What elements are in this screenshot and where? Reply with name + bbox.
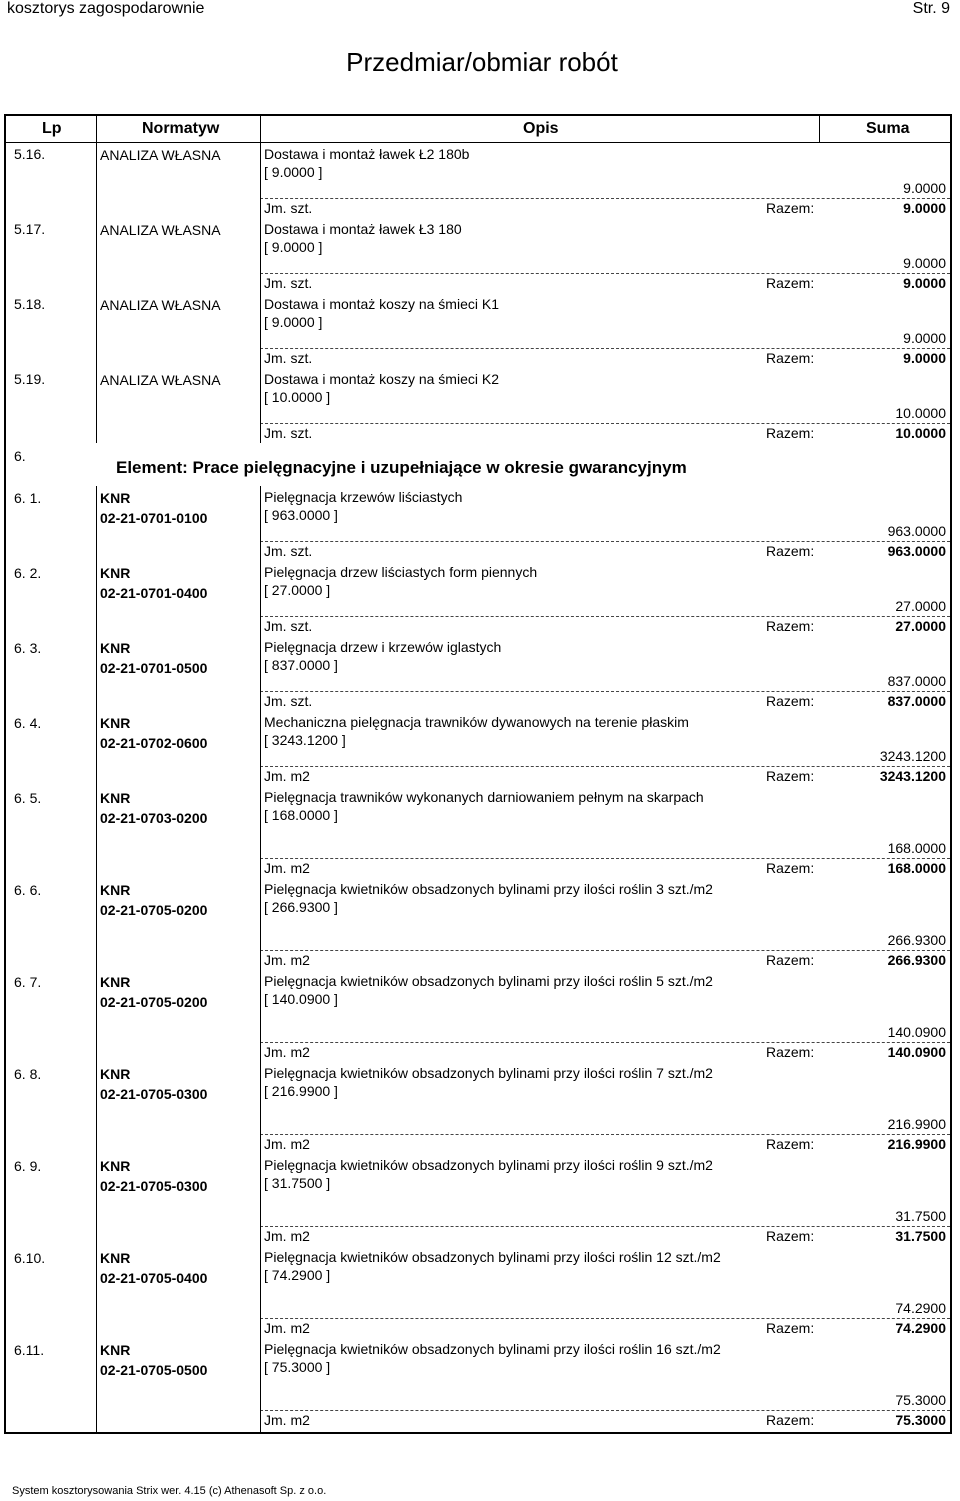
row-divider (260, 858, 950, 859)
row-normatyw: KNR (100, 882, 131, 898)
row-quantity: [ 31.7500 ] (264, 1175, 331, 1191)
row-normatyw: KNR (100, 1066, 131, 1082)
row-total: 31.7500 (895, 1228, 946, 1244)
row-unit: Jm. m2 (264, 1136, 310, 1152)
table-row (6, 1338, 950, 1430)
row-unit: Jm. szt. (264, 200, 313, 216)
row-lp: 6. 8. (14, 1066, 42, 1082)
row-normatyw-code: 02-21-0705-0400 (100, 1270, 208, 1286)
row-unit: Jm. szt. (264, 693, 313, 709)
row-lp: 6. 2. (14, 565, 42, 581)
row-normatyw-code: 02-21-0705-0200 (100, 994, 208, 1010)
row-description: Pielęgnacja krzewów liściastych (264, 489, 463, 505)
row-quantity: [ 74.2900 ] (264, 1267, 331, 1283)
row-divider (260, 766, 950, 767)
row-value: 75.3000 (895, 1392, 946, 1408)
row-normatyw-code: 02-21-0702-0600 (100, 735, 208, 751)
row-normatyw-code: 02-21-0701-0400 (100, 585, 208, 601)
row-quantity: [ 837.0000 ] (264, 657, 338, 673)
row-razem-label: Razem: (766, 1412, 815, 1428)
row-lp: 6.10. (14, 1250, 46, 1266)
column-opis: Opis (523, 120, 559, 137)
row-unit: Jm. szt. (264, 543, 313, 559)
row-normatyw-code: 02-21-0705-0300 (100, 1178, 208, 1194)
row-divider (260, 1410, 950, 1411)
column-divider (260, 486, 261, 1432)
row-value: 963.0000 (887, 523, 946, 539)
row-quantity: [ 9.0000 ] (264, 314, 323, 330)
table-row (6, 486, 950, 561)
row-normatyw: ANALIZA WŁASNA (100, 222, 221, 238)
row-description: Pielęgnacja kwietników obsadzonych bylinami przy ilości roślin 3 szt./m2 (264, 881, 713, 897)
row-razem-label: Razem: (766, 425, 815, 441)
row-total: 140.0900 (887, 1044, 946, 1060)
row-razem-label: Razem: (766, 952, 815, 968)
row-divider (260, 1318, 950, 1319)
row-razem-label: Razem: (766, 200, 815, 216)
row-razem-label: Razem: (766, 1136, 815, 1152)
row-normatyw: KNR (100, 790, 131, 806)
row-razem-label: Razem: (766, 275, 815, 291)
row-description: Mechaniczna pielęgnacja trawników dywanowych na terenie płaskim (264, 714, 689, 730)
table-row (6, 293, 950, 368)
row-normatyw: ANALIZA WŁASNA (100, 297, 221, 313)
row-description: Pielęgnacja kwietników obsadzonych bylinami przy ilości roślin 5 szt./m2 (264, 973, 713, 989)
row-unit: Jm. szt. (264, 618, 313, 634)
row-normatyw: KNR (100, 1342, 131, 1358)
element-lp: 6. (14, 448, 26, 464)
row-lp: 6.11. (14, 1342, 45, 1358)
row-total: 75.3000 (895, 1412, 946, 1428)
row-total: 9.0000 (903, 200, 946, 216)
row-value: 31.7500 (895, 1208, 946, 1224)
row-unit: Jm. szt. (264, 425, 313, 441)
row-normatyw: KNR (100, 1250, 131, 1266)
table-header (6, 116, 950, 143)
row-description: Pielęgnacja drzew i krzewów iglastych (264, 639, 502, 655)
column-divider (96, 142, 97, 443)
row-normatyw: KNR (100, 715, 131, 731)
row-unit: Jm. m2 (264, 1228, 310, 1244)
row-quantity: [ 27.0000 ] (264, 582, 331, 598)
row-value: 9.0000 (903, 330, 946, 346)
table-row (6, 561, 950, 636)
row-total: 74.2900 (895, 1320, 946, 1336)
row-razem-label: Razem: (766, 693, 815, 709)
column-lp: Lp (42, 120, 62, 137)
row-razem-label: Razem: (766, 860, 815, 876)
row-unit: Jm. m2 (264, 768, 310, 784)
row-divider (260, 423, 950, 424)
column-divider (260, 116, 261, 142)
table-row (6, 368, 950, 443)
row-normatyw: KNR (100, 1158, 131, 1174)
row-normatyw: KNR (100, 974, 131, 990)
row-value: 10.0000 (895, 405, 946, 421)
page-header (0, 0, 960, 20)
row-divider (260, 1134, 950, 1135)
row-value: 74.2900 (895, 1300, 946, 1316)
column-divider (96, 486, 97, 1432)
row-lp: 5.17. (14, 221, 46, 237)
row-divider (260, 348, 950, 349)
row-quantity: [ 10.0000 ] (264, 389, 331, 405)
row-description: Dostawa i montaż koszy na śmieci K1 (264, 296, 499, 312)
row-razem-label: Razem: (766, 618, 815, 634)
row-description: Pielęgnacja kwietników obsadzonych bylinami przy ilości roślin 7 szt./m2 (264, 1065, 713, 1081)
row-lp: 6. 1. (14, 490, 42, 506)
row-total: 9.0000 (903, 275, 946, 291)
row-value: 216.9900 (887, 1116, 946, 1132)
row-value: 27.0000 (895, 598, 946, 614)
row-normatyw: ANALIZA WŁASNA (100, 147, 221, 163)
row-razem-label: Razem: (766, 1044, 815, 1060)
row-value: 3243.1200 (879, 748, 946, 764)
row-normatyw-code: 02-21-0705-0300 (100, 1086, 208, 1102)
row-normatyw-code: 02-21-0701-0100 (100, 510, 208, 526)
column-divider (260, 142, 261, 443)
row-lp: 5.16. (14, 146, 46, 162)
page-number: Str. 9 (912, 0, 950, 17)
row-value: 168.0000 (887, 840, 946, 856)
row-total: 216.9900 (887, 1136, 946, 1152)
row-unit: Jm. m2 (264, 860, 310, 876)
row-unit: Jm. szt. (264, 275, 313, 291)
row-value: 140.0900 (887, 1024, 946, 1040)
row-total: 10.0000 (895, 425, 946, 441)
row-normatyw: ANALIZA WŁASNA (100, 372, 221, 388)
row-total: 963.0000 (887, 543, 946, 559)
row-normatyw: KNR (100, 490, 131, 506)
table-row (6, 970, 950, 1062)
row-normatyw-code: 02-21-0705-0500 (100, 1362, 208, 1378)
column-divider (96, 116, 97, 142)
table-row (6, 218, 950, 293)
column-normatyw: Normatyw (142, 120, 220, 137)
row-value: 9.0000 (903, 180, 946, 196)
table-row (6, 786, 950, 878)
row-value: 9.0000 (903, 255, 946, 271)
row-quantity: [ 9.0000 ] (264, 164, 323, 180)
row-description: Dostawa i montaż koszy na śmieci K2 (264, 371, 499, 387)
row-unit: Jm. m2 (264, 1044, 310, 1060)
row-divider (260, 691, 950, 692)
row-lp: 6. 3. (14, 640, 42, 656)
row-unit: Jm. m2 (264, 952, 310, 968)
table-row (6, 1246, 950, 1338)
row-normatyw-code: 02-21-0703-0200 (100, 810, 208, 826)
table-row (6, 878, 950, 970)
footer: System kosztorysowania Strix wer. 4.15 (c) Athenasoft Sp. z o.o. (12, 1485, 327, 1497)
table-row (6, 1062, 950, 1154)
table-row (6, 711, 950, 786)
table-row (6, 636, 950, 711)
row-total: 27.0000 (895, 618, 946, 634)
column-divider (819, 116, 820, 142)
row-total: 9.0000 (903, 350, 946, 366)
row-normatyw-code: 02-21-0705-0200 (100, 902, 208, 918)
row-lp: 6. 4. (14, 715, 42, 731)
row-divider (260, 1042, 950, 1043)
row-description: Dostawa i montaż ławek Ł2 180b (264, 146, 470, 162)
row-lp: 6. 7. (14, 974, 42, 990)
row-divider (260, 198, 950, 199)
row-normatyw: KNR (100, 565, 131, 581)
row-description: Dostawa i montaż ławek Ł3 180 (264, 221, 462, 237)
row-description: Pielęgnacja kwietników obsadzonych bylinami przy ilości roślin 16 szt./m2 (264, 1341, 721, 1357)
row-lp: 5.18. (14, 296, 46, 312)
row-normatyw-code: 02-21-0701-0500 (100, 660, 208, 676)
row-unit: Jm. m2 (264, 1320, 310, 1336)
row-divider (260, 616, 950, 617)
row-quantity: [ 140.0900 ] (264, 991, 338, 1007)
row-value: 266.9300 (887, 932, 946, 948)
row-unit: Jm. szt. (264, 350, 313, 366)
document-title: kosztorys zagospodarownie (7, 0, 205, 17)
row-quantity: [ 9.0000 ] (264, 239, 323, 255)
row-divider (260, 541, 950, 542)
table-row (6, 1154, 950, 1246)
row-description: Pielęgnacja trawników wykonanych darniowaniem pełnym na skarpach (264, 789, 704, 805)
row-description: Pielęgnacja drzew liściastych form piennych (264, 564, 538, 580)
row-lp: 5.19. (14, 371, 46, 387)
row-description: Pielęgnacja kwietników obsadzonych bylinami przy ilości roślin 12 szt./m2 (264, 1249, 721, 1265)
estimate-table (4, 114, 952, 1434)
row-normatyw: KNR (100, 640, 131, 656)
row-total: 3243.1200 (879, 768, 946, 784)
row-razem-label: Razem: (766, 768, 815, 784)
row-quantity: [ 168.0000 ] (264, 807, 338, 823)
row-divider (260, 273, 950, 274)
row-lp: 6. 5. (14, 790, 42, 806)
row-total: 266.9300 (887, 952, 946, 968)
row-divider (260, 950, 950, 951)
row-quantity: [ 216.9900 ] (264, 1083, 338, 1099)
row-divider (260, 1226, 950, 1227)
row-description: Pielęgnacja kwietników obsadzonych bylinami przy ilości roślin 9 szt./m2 (264, 1157, 713, 1173)
main-title: Przedmiar/obmiar robót (346, 47, 618, 77)
row-quantity: [ 75.3000 ] (264, 1359, 331, 1375)
row-razem-label: Razem: (766, 1228, 815, 1244)
row-razem-label: Razem: (766, 1320, 815, 1336)
element-row (6, 444, 950, 484)
element-title: Element: Prace pielęgnacyjne i uzupełniające w okresie gwarancyjnym (116, 458, 687, 477)
row-total: 168.0000 (887, 860, 946, 876)
row-quantity: [ 3243.1200 ] (264, 732, 346, 748)
table-row (6, 143, 950, 218)
row-unit: Jm. m2 (264, 1412, 310, 1428)
row-total: 837.0000 (887, 693, 946, 709)
row-razem-label: Razem: (766, 350, 815, 366)
row-lp: 6. 6. (14, 882, 42, 898)
row-quantity: [ 266.9300 ] (264, 899, 338, 915)
column-suma: Suma (866, 120, 910, 137)
row-value: 837.0000 (887, 673, 946, 689)
row-lp: 6. 9. (14, 1158, 42, 1174)
row-razem-label: Razem: (766, 543, 815, 559)
row-quantity: [ 963.0000 ] (264, 507, 338, 523)
